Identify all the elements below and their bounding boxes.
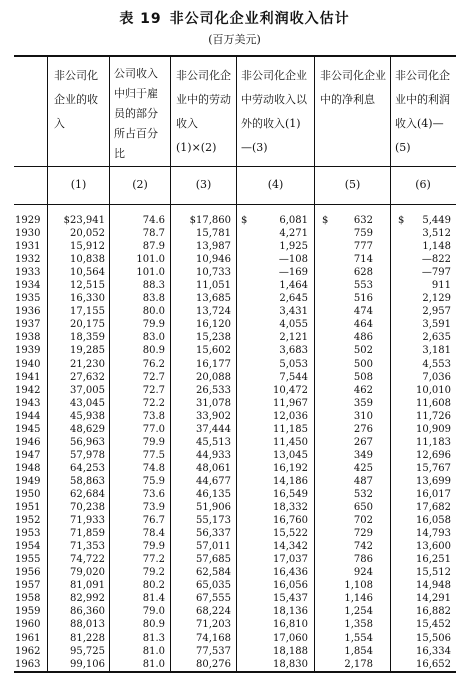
- table-cell: 71,203: [196, 619, 231, 631]
- table-cell: 18,830: [273, 658, 308, 670]
- table-cell: 310: [353, 410, 373, 422]
- table-cell: 10,909: [416, 423, 451, 435]
- table-cell: 99,106: [70, 658, 105, 670]
- table-cell: 714: [353, 254, 373, 266]
- year-cell: 1935: [15, 293, 41, 305]
- table-cell: 10,472: [273, 384, 308, 396]
- table-cell: 14,186: [273, 475, 308, 487]
- table-cell: 1,554: [344, 632, 373, 644]
- table-cell: $23,941: [63, 215, 105, 226]
- table-cell: 76.2: [142, 358, 165, 370]
- data-column-1: [49, 214, 105, 671]
- table-cell: 2,129: [422, 293, 451, 305]
- table-cell: 51,906: [196, 502, 231, 514]
- table-cell: —822: [421, 254, 451, 266]
- table-cell: 79.2: [142, 567, 165, 579]
- table-cell: 27,632: [70, 371, 105, 383]
- table-cell: 487: [353, 475, 373, 487]
- table-cell: 13,685: [196, 293, 231, 305]
- table-cell: 80.9: [142, 619, 165, 631]
- table-cell: 650: [353, 502, 373, 514]
- table-cell: 3,683: [279, 345, 308, 357]
- table-cell: 81.3: [142, 632, 165, 644]
- year-cell: 1939: [15, 345, 41, 357]
- currency-symbol-col4: $: [241, 215, 248, 226]
- table-cell: 44,677: [196, 475, 231, 487]
- year-cell: 1952: [15, 515, 41, 527]
- table-cell: 786: [353, 554, 373, 566]
- table-cell: 81.4: [142, 593, 165, 605]
- table-cell: 276: [353, 423, 373, 435]
- column-number-6: (6): [415, 178, 431, 191]
- table-cell: 911: [431, 280, 451, 292]
- table-unit: (百万美元): [208, 33, 261, 46]
- table-cell: 72.7: [142, 384, 165, 396]
- table-cell: 632: [353, 215, 373, 226]
- table-cell: 71,859: [70, 528, 105, 540]
- column-number-5: (5): [344, 178, 361, 191]
- table-cell: 10,838: [70, 254, 105, 266]
- table-cell: 81,091: [70, 580, 105, 592]
- table-cell: 359: [353, 397, 373, 409]
- table-cell: 80.0: [142, 306, 165, 318]
- table-cell: 2,957: [422, 306, 451, 318]
- year-cell: 1958: [15, 593, 41, 605]
- table-cell: 11,051: [196, 280, 231, 292]
- table-cell: 74.8: [142, 462, 165, 474]
- table-cell: 17,037: [273, 554, 308, 566]
- table-cell: 13,600: [416, 541, 451, 553]
- table-title: [0, 8, 469, 28]
- table-cell: 71,353: [70, 541, 105, 553]
- year-cell: 1946: [15, 436, 41, 448]
- table-cell: 81.0: [142, 645, 165, 657]
- col-divider: [314, 57, 315, 671]
- table-cell: 19,285: [70, 345, 105, 357]
- table-cell: 17,155: [70, 306, 105, 318]
- year-cell: 1947: [15, 449, 41, 461]
- table-cell: 17,060: [273, 632, 308, 644]
- table-cell: 58,863: [70, 475, 105, 487]
- table-cell: 48,629: [70, 423, 105, 435]
- table-cell: 7,036: [422, 371, 451, 383]
- table-cell: 95,725: [70, 645, 105, 657]
- table-cell: 73.6: [142, 488, 165, 500]
- year-cell: 1962: [15, 645, 41, 657]
- table-cell: 73.9: [142, 502, 165, 514]
- table-cell: 628: [353, 267, 373, 279]
- data-column-5: [330, 214, 373, 671]
- table-cell: 16,192: [273, 462, 308, 474]
- table-cell: 18,136: [273, 606, 308, 618]
- table-cell: 64,253: [70, 462, 105, 474]
- table-cell: 80.9: [142, 345, 165, 357]
- table-cell: 777: [353, 241, 373, 253]
- table-cell: 7,544: [279, 371, 308, 383]
- table-cell: 2,635: [422, 332, 451, 344]
- table-cell: 15,781: [196, 228, 231, 240]
- table-cell: —169: [278, 267, 308, 279]
- table-cell: 1,108: [344, 580, 373, 592]
- table-cell: 88,013: [70, 619, 105, 631]
- table-cell: 18,359: [70, 332, 105, 344]
- table-cell: 3,431: [279, 306, 308, 318]
- table-cell: 14,793: [416, 528, 451, 540]
- column-number-2: (2): [132, 178, 148, 191]
- table-cell: 15,522: [273, 528, 308, 540]
- table-cell: 5,449: [422, 215, 451, 226]
- currency-symbol-col5: $: [322, 215, 329, 226]
- currency-symbol-col6: $: [398, 215, 405, 226]
- table-cell: 702: [353, 515, 373, 527]
- table-cell: 68,224: [196, 606, 231, 618]
- year-cell: 1936: [15, 306, 41, 318]
- table-cell: 56,337: [196, 528, 231, 540]
- table-cell: 79,020: [70, 567, 105, 579]
- table-cell: 508: [353, 371, 373, 383]
- table-cell: 17,682: [416, 502, 451, 514]
- table-cell: 1,146: [344, 593, 373, 605]
- col-divider: [390, 57, 391, 671]
- table-cell: 729: [353, 528, 373, 540]
- table-cell: 759: [353, 228, 373, 240]
- column-number-3: (3): [195, 178, 212, 191]
- table-cell: 3,591: [422, 319, 451, 331]
- table-cell: 76.7: [142, 515, 165, 527]
- year-cell: 1942: [15, 384, 41, 396]
- table-cell: 16,652: [416, 658, 451, 670]
- data-column-3: [171, 214, 231, 671]
- table-cell: 45,938: [70, 410, 105, 422]
- table-cell: 16,549: [273, 488, 308, 500]
- table-cell: 15,602: [196, 345, 231, 357]
- table-cell: 74.6: [142, 215, 165, 226]
- column-header-5: 非公司化企业中的净利息: [320, 69, 386, 106]
- year-cell: 1940: [15, 358, 41, 370]
- table-cell: 46,135: [196, 488, 231, 500]
- table-cell: —108: [278, 254, 308, 266]
- column-number-1: (1): [70, 178, 87, 191]
- table-cell: 474: [353, 306, 373, 318]
- column-header-1: 非公司化企业的收入: [54, 69, 98, 130]
- table-cell: 12,696: [416, 449, 451, 461]
- table-cell: 77.0: [142, 423, 165, 435]
- table-cell: 18,332: [273, 502, 308, 514]
- table-cell: 14,342: [273, 541, 308, 553]
- table-cell: 16,056: [273, 580, 308, 592]
- table-cell: 78.4: [142, 528, 165, 540]
- table-cell: 83.8: [142, 293, 165, 305]
- year-cell: 1960: [15, 619, 41, 631]
- table-cell: 44,933: [196, 449, 231, 461]
- table-cell: 3,512: [422, 228, 451, 240]
- table-cell: 1,148: [422, 241, 451, 253]
- table-title-text: 非公司化企业利润收入估计: [169, 11, 350, 27]
- column-header-4: 非公司化企业中劳动收入以外的收入(1)—(3): [241, 69, 307, 154]
- table-cell: 516: [353, 293, 373, 305]
- table-cell: 79.0: [142, 606, 165, 618]
- table-cell: 77,537: [196, 645, 231, 657]
- table-cell: 1,925: [279, 241, 308, 253]
- bottom-rule: [14, 671, 456, 673]
- table-cell: 267: [353, 436, 373, 448]
- table-cell: 4,271: [279, 228, 308, 240]
- table-cell: 13,987: [196, 241, 231, 253]
- table-cell: 88.3: [142, 280, 165, 292]
- table-cell: 20,175: [70, 319, 105, 331]
- table-cell: 502: [353, 345, 373, 357]
- year-cell: 1948: [15, 462, 41, 474]
- table-cell: 16,330: [70, 293, 105, 305]
- table-cell: 11,450: [273, 436, 308, 448]
- table-cell: 486: [353, 332, 373, 344]
- table-cell: 462: [353, 384, 373, 396]
- table-cell: 16,882: [416, 606, 451, 618]
- table-cell: 349: [353, 449, 373, 461]
- column-header-3: 非公司化企业中的劳动收入(1)×(2): [176, 69, 231, 154]
- table-cell: 62,684: [70, 488, 105, 500]
- year-cell: 1963: [15, 658, 41, 670]
- table-cell: 77.5: [142, 449, 165, 461]
- table-cell: 70,238: [70, 502, 105, 514]
- table-cell: 553: [353, 280, 373, 292]
- table-cell: 80,276: [196, 658, 231, 670]
- year-cell: 1941: [15, 371, 41, 383]
- table-cell: 15,238: [196, 332, 231, 344]
- table-cell: 1,854: [344, 645, 373, 657]
- table-cell: 10,946: [196, 254, 231, 266]
- year-cell: 1943: [15, 397, 41, 409]
- table-cell: 12,515: [70, 280, 105, 292]
- table-cell: 15,512: [416, 567, 451, 579]
- table-cell: 82,992: [70, 593, 105, 605]
- year-cell: 1945: [15, 423, 41, 435]
- table-cell: 67,555: [196, 593, 231, 605]
- table-cell: 16,017: [416, 488, 451, 500]
- year-cell: 1950: [15, 488, 41, 500]
- year-cell: 1956: [15, 567, 41, 579]
- year-cell: 1953: [15, 528, 41, 540]
- year-cell: 1955: [15, 554, 41, 566]
- year-cell: 1951: [15, 502, 41, 514]
- table-cell: 15,767: [416, 462, 451, 474]
- table-cell: 12,036: [273, 410, 308, 422]
- data-column-4: [250, 214, 308, 671]
- table-cell: 1,358: [344, 619, 373, 631]
- table-cell: 742: [353, 541, 373, 553]
- table-cell: 79.9: [142, 541, 165, 553]
- table-cell: 101.0: [136, 254, 165, 266]
- table-cell: 14,948: [416, 580, 451, 592]
- table-cell: 20,088: [196, 371, 231, 383]
- table-cell: 500: [353, 358, 373, 370]
- table-cell: 55,173: [196, 515, 231, 527]
- table-cell: 20,052: [70, 228, 105, 240]
- table-cell: 37,444: [196, 423, 231, 435]
- table-cell: 924: [353, 567, 373, 579]
- table-cell: 56,963: [70, 436, 105, 448]
- table-cell: 16,760: [273, 515, 308, 527]
- table-cell: 11,185: [273, 423, 308, 435]
- table-cell: 83.0: [142, 332, 165, 344]
- table-cell: 57,685: [196, 554, 231, 566]
- table-cell: 62,584: [196, 567, 231, 579]
- table-cell: 43,045: [70, 397, 105, 409]
- table-cell: 2,121: [279, 332, 308, 344]
- table-cell: 16,436: [273, 567, 308, 579]
- table-cell: 57,978: [70, 449, 105, 461]
- table-cell: 65,035: [196, 580, 231, 592]
- table-cell: 16,334: [416, 645, 451, 657]
- table-cell: 2,645: [279, 293, 308, 305]
- table-cell: 15,506: [416, 632, 451, 644]
- table-cell: 74,722: [70, 554, 105, 566]
- table-cell: 13,724: [196, 306, 231, 318]
- table-cell: 31,078: [196, 397, 231, 409]
- table-cell: 87.9: [142, 241, 165, 253]
- table-cell: 16,058: [416, 515, 451, 527]
- table-cell: 10,733: [196, 267, 231, 279]
- column-header-6: 非公司化企业中的利润收入(4)—(5): [395, 69, 450, 154]
- table-cell: 3,181: [422, 345, 451, 357]
- table-cell: 4,553: [422, 358, 451, 370]
- year-cell: 1959: [15, 606, 41, 618]
- table-cell: 10,564: [70, 267, 105, 279]
- table-label: 表 19: [119, 11, 162, 27]
- data-column-2: [110, 214, 165, 671]
- table-cell: 73.8: [142, 410, 165, 422]
- table-cell: 71,933: [70, 515, 105, 527]
- year-cell: 1933: [15, 267, 41, 279]
- table-cell: 11,967: [273, 397, 308, 409]
- year-column: [15, 214, 47, 671]
- table-cell: 16,251: [416, 554, 451, 566]
- table-cell: 1,254: [344, 606, 373, 618]
- table-cell: 11,726: [416, 410, 451, 422]
- table-cell: 21,230: [70, 358, 105, 370]
- table-cell: 77.2: [142, 554, 165, 566]
- data-column-6: [405, 214, 451, 671]
- table-cell: 78.7: [142, 228, 165, 240]
- table-cell: 2,178: [344, 658, 373, 670]
- table-cell: 13,045: [273, 449, 308, 461]
- col-divider: [47, 57, 48, 671]
- column-number-4: (4): [267, 178, 284, 191]
- table-cell: 11,183: [416, 436, 451, 448]
- table-cell: 14,291: [416, 593, 451, 605]
- table-cell: 48,061: [196, 462, 231, 474]
- year-cell: 1929: [15, 215, 41, 226]
- table-cell: 11,608: [416, 397, 451, 409]
- table-cell: 75.9: [142, 475, 165, 487]
- column-header-2: 公司收入中归于雇员的部分所占百分比: [114, 67, 158, 160]
- year-cell: 1934: [15, 280, 41, 292]
- table-cell: 45,513: [196, 436, 231, 448]
- table-cell: 86,360: [70, 606, 105, 618]
- table-cell: 425: [353, 462, 373, 474]
- table-cell: 79.9: [142, 319, 165, 331]
- table-cell: 18,188: [273, 645, 308, 657]
- year-cell: 1949: [15, 475, 41, 487]
- table-cell: 16,810: [273, 619, 308, 631]
- table-cell: 81.0: [142, 658, 165, 670]
- year-cell: 1944: [15, 410, 41, 422]
- table-cell: 72.2: [142, 397, 165, 409]
- table-cell: 74,168: [196, 632, 231, 644]
- year-cell: 1937: [15, 319, 41, 331]
- table-cell: 72.7: [142, 371, 165, 383]
- table-cell: 13,699: [416, 475, 451, 487]
- table-cell: 26,533: [196, 384, 231, 396]
- table-cell: 57,011: [196, 541, 231, 553]
- table-cell: 81,228: [70, 632, 105, 644]
- table-cell: 15,437: [273, 593, 308, 605]
- year-cell: 1930: [15, 228, 41, 240]
- table-cell: $17,860: [189, 215, 231, 226]
- table-cell: 5,053: [279, 358, 308, 370]
- table-cell: 80.2: [142, 580, 165, 592]
- table-cell: 33,902: [196, 410, 231, 422]
- table-cell: 10,010: [416, 384, 451, 396]
- year-cell: 1961: [15, 632, 41, 644]
- table-cell: 1,464: [279, 280, 308, 292]
- table-cell: 6,081: [279, 215, 308, 226]
- table-cell: 37,005: [70, 384, 105, 396]
- year-cell: 1932: [15, 254, 41, 266]
- table-cell: 101.0: [136, 267, 165, 279]
- year-cell: 1931: [15, 241, 41, 253]
- table-cell: 15,912: [70, 241, 105, 253]
- table-cell: 15,452: [416, 619, 451, 631]
- table-cell: 532: [353, 488, 373, 500]
- table-cell: 464: [353, 319, 373, 331]
- table-cell: 16,120: [196, 319, 231, 331]
- year-cell: 1938: [15, 332, 41, 344]
- table-cell: 4,055: [279, 319, 308, 331]
- year-cell: 1957: [15, 580, 41, 592]
- table-cell: 79.9: [142, 436, 165, 448]
- col-divider: [236, 57, 237, 671]
- table-cell: 16,177: [196, 358, 231, 370]
- table-cell: —797: [421, 267, 451, 279]
- year-cell: 1954: [15, 541, 41, 553]
